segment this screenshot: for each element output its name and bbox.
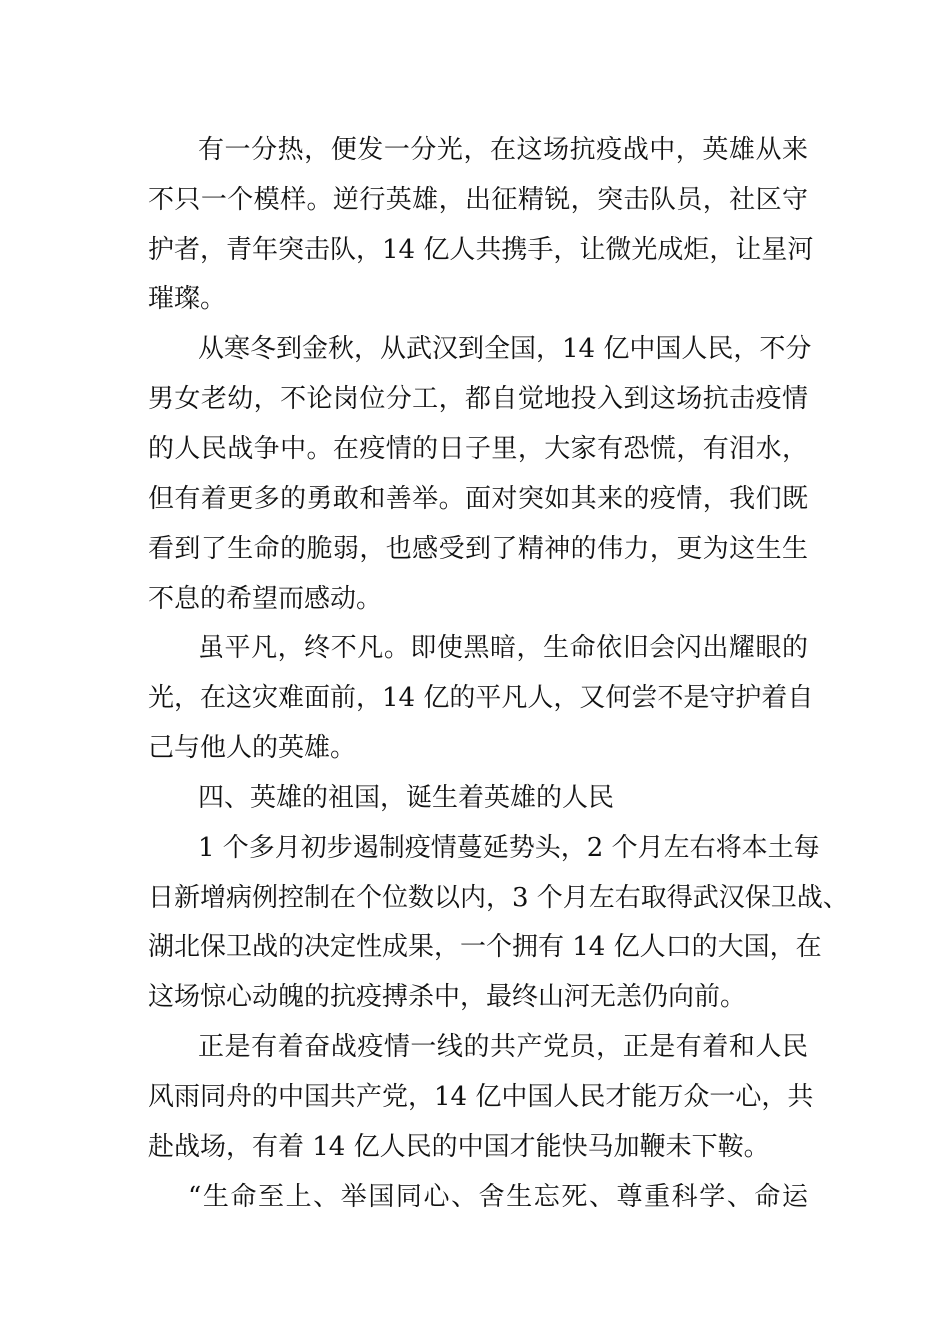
paragraph-line: 1 个多月初步遏制疫情蔓延势头，2 个月左右将本土每 bbox=[198, 833, 820, 863]
paragraph-line: 不只一个模样。逆行英雄，出征精锐，突击队员，社区守 bbox=[148, 185, 808, 215]
paragraph-line: 风雨同舟的中国共产党，14 亿中国人民才能万众一心，共 bbox=[148, 1082, 814, 1112]
paragraph-line: 这场惊心动魄的抗疫搏杀中，最终山河无恙仍向前。 bbox=[148, 982, 747, 1012]
paragraph-line: 璀璨。 bbox=[148, 284, 227, 314]
paragraph-line: 从寒冬到金秋，从武汉到全国，14 亿中国人民，不分 bbox=[198, 334, 812, 364]
paragraph-line: 虽平凡，终不凡。即使黑暗，生命依旧会闪出耀眼的 bbox=[198, 633, 808, 663]
paragraph-line: 光，在这灾难面前，14 亿的平凡人，又何尝不是守护着自 bbox=[148, 683, 814, 713]
paragraph-line: 男女老幼，不论岗位分工，都自觉地投入到这场抗击疫情 bbox=[148, 384, 808, 414]
paragraph-line: 的人民战争中。在疫情的日子里，大家有恐慌，有泪水， bbox=[148, 434, 808, 464]
paragraph-line: 护者，青年突击队，14 亿人共携手，让微光成炬，让星河 bbox=[148, 235, 814, 265]
paragraph-line: 有一分热，便发一分光，在这场抗疫战中，英雄从来 bbox=[198, 135, 808, 165]
section-heading: 四、英雄的祖国，诞生着英雄的人民 bbox=[198, 783, 615, 813]
paragraph-line: 不息的希望而感动。 bbox=[148, 584, 383, 614]
paragraph-line: 湖北保卫战的决定性成果，一个拥有 14 亿人口的大国，在 bbox=[148, 932, 822, 962]
paragraph-line: 看到了生命的脆弱，也感受到了精神的伟力，更为这生生 bbox=[148, 534, 808, 564]
paragraph-line: 己与他人的英雄。 bbox=[148, 733, 357, 763]
paragraph-line: 但有着更多的勇敢和善举。面对突如其来的疫情，我们既 bbox=[148, 484, 808, 514]
paragraph-line: 正是有着奋战疫情一线的共产党员，正是有着和人民 bbox=[198, 1032, 808, 1062]
paragraph-line: 日新增病例控制在个位数以内，3 个月左右取得武汉保卫战、 bbox=[148, 883, 849, 913]
paragraph-line: 赴战场，有着 14 亿人民的中国才能快马加鞭未下鞍。 bbox=[148, 1132, 770, 1162]
paragraph-line: “生命至上、举国同心、舍生忘死、尊重科学、命运 bbox=[188, 1182, 808, 1212]
